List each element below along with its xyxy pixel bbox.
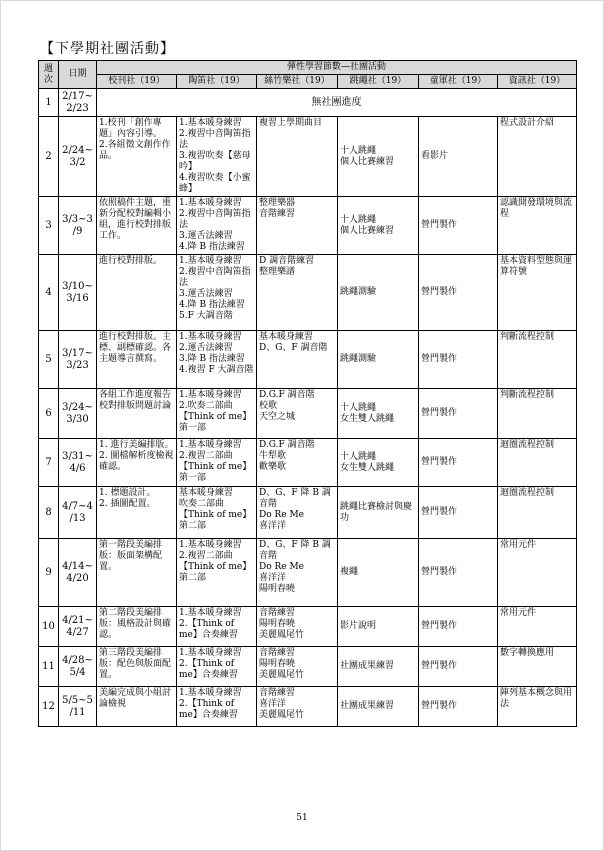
yearbook-cell: 進行校對排版。: [97, 255, 177, 331]
header-club-computer: 資訊社（19）: [498, 75, 577, 89]
rope-skipping-cell: 十人跳繩 女生雙人跳繩: [338, 439, 419, 487]
table-row: [39, 439, 577, 487]
ocarina-cell: 1.基本暖身練習 2.【Think of me】合奏練習: [177, 687, 257, 727]
date-cell: 4/28~ 5/4: [59, 647, 97, 687]
week-cell: 7: [39, 439, 59, 487]
rope-skipping-cell: 影片說明: [338, 607, 419, 647]
table-row: [39, 487, 577, 539]
chinese-music-cell: 整理樂器 音階練習: [257, 197, 338, 255]
scouts-cell: 營門製作: [419, 687, 498, 727]
week-cell: 1: [39, 89, 59, 117]
schedule-table: [38, 60, 577, 727]
computer-cell: 數字轉換應用: [498, 647, 577, 687]
yearbook-cell: 依照稿件主題，重新分配校對編輯小組，進行校對排版工作。: [97, 197, 177, 255]
chinese-music-cell: 音階練習 喜洋洋 美麗鳳尾竹: [257, 687, 338, 727]
date-cell: 2/24~ 3/2: [59, 117, 97, 197]
rope-skipping-cell: 複繩: [338, 539, 419, 607]
rope-skipping-cell: 十人跳繩 個人比賽練習: [338, 117, 419, 197]
chinese-music-cell: 音階練習 陽明春曉 美麗鳳尾竹: [257, 607, 338, 647]
scouts-cell: 營門製作: [419, 255, 498, 331]
week-cell: 11: [39, 647, 59, 687]
yearbook-cell: 第二階段美編排版：風格設計與確認。: [97, 607, 177, 647]
yearbook-cell: 進行校對排版。主標、副標確認。各主題導言撰寫。: [97, 331, 177, 389]
computer-cell: 常用元件: [498, 539, 577, 607]
ocarina-cell: 1.基本暖身練習 2.【Think of me】合奏練習: [177, 607, 257, 647]
table-row: [39, 117, 577, 197]
week-cell: 2: [39, 117, 59, 197]
rope-skipping-cell: 十人跳繩 女生雙人跳繩: [338, 389, 419, 439]
header-club-chinese-music: 絲竹樂社（19）: [257, 75, 338, 89]
ocarina-cell: 1.基本暖身練習 2.複習中音陶笛指法 3.複習吹奏【慈母吟】 4.複習吹奏【小蜜蜂】: [177, 117, 257, 197]
ocarina-cell: 1.基本暖身練習 2.吹奏二部曲【Think of me】第一部: [177, 389, 257, 439]
header-date: 日期: [59, 61, 97, 89]
page-number: 51: [296, 813, 308, 823]
table-row: [39, 89, 577, 117]
computer-cell: 判斷流程控制: [498, 389, 577, 439]
scouts-cell: 營門製作: [419, 487, 498, 539]
week-cell: 5: [39, 331, 59, 389]
computer-cell: 迴圈流程控制: [498, 487, 577, 539]
yearbook-cell: 各組工作進度報告校對排版問題討論: [97, 389, 177, 439]
ocarina-cell: 1.基本暖身練習 2.【Think of me】合奏練習: [177, 647, 257, 687]
week-cell: 6: [39, 389, 59, 439]
computer-cell: 陣列基本概念與用法: [498, 687, 577, 727]
rope-skipping-cell: 跳繩比賽檢討與慶功: [338, 487, 419, 539]
yearbook-cell: 第一階段美編排版：版面架構配置。: [97, 539, 177, 607]
chinese-music-cell: D、G、F 降 B 調音階 Do Re Me 喜洋洋 陽明春曉: [257, 539, 338, 607]
computer-cell: 基本資料型態與運算符號: [498, 255, 577, 331]
table-row: [39, 687, 577, 727]
yearbook-cell: 美編完成與小組討論檢視: [97, 687, 177, 727]
ocarina-cell: 基本暖身練習 吹奏二部曲【Think of me】第二部: [177, 487, 257, 539]
header-club-scouts: 童軍社（19）: [419, 75, 498, 89]
chinese-music-cell: 複習上學期曲目: [257, 117, 338, 197]
chinese-music-cell: 音階練習 陽明春曉 美麗鳳尾竹: [257, 647, 338, 687]
ocarina-cell: 1.基本暖身練習 2.複習二部曲【Think of me】第二部: [177, 539, 257, 607]
scouts-cell: 營門製作: [419, 539, 498, 607]
week-cell: 8: [39, 487, 59, 539]
yearbook-cell: 第三階段美編排版：配色與版面配置。: [97, 647, 177, 687]
table-row: [39, 197, 577, 255]
date-cell: 5/5~5 /11: [59, 687, 97, 727]
header-club-rope-skipping: 跳繩社（19）: [338, 75, 419, 89]
date-cell: 4/7~4 /13: [59, 487, 97, 539]
computer-cell: 程式設計介紹: [498, 117, 577, 197]
computer-cell: 認識開發環境與流程: [498, 197, 577, 255]
scouts-cell: 營門製作: [419, 389, 498, 439]
table-row: [39, 255, 577, 331]
computer-cell: 常用元件: [498, 607, 577, 647]
rope-skipping-cell: 社團成果練習: [338, 647, 419, 687]
page-title: 【下學期社團活動】: [40, 41, 175, 57]
date-cell: 3/10~ 3/16: [59, 255, 97, 331]
no-activity-cell: 無社團進度: [97, 89, 577, 117]
week-cell: 10: [39, 607, 59, 647]
yearbook-cell: 1.校刊「創作專題」內容引導。 2.各組徵文創作作品。: [97, 117, 177, 197]
date-cell: 3/31~ 4/6: [59, 439, 97, 487]
chinese-music-cell: D、G、F 降 B 調音階 Do Re Me 喜洋洋: [257, 487, 338, 539]
date-cell: 3/17~ 3/23: [59, 331, 97, 389]
date-cell: 4/21~ 4/27: [59, 607, 97, 647]
date-cell: 3/24~ 3/30: [59, 389, 97, 439]
table-row: [39, 647, 577, 687]
table-row: [39, 389, 577, 439]
chinese-music-cell: D.G.F 調音階 校歌 天空之城: [257, 389, 338, 439]
scouts-cell: 看影片: [419, 117, 498, 197]
schedule-body: [39, 89, 577, 727]
scouts-cell: 營門製作: [419, 197, 498, 255]
date-cell: 4/14~ 4/20: [59, 539, 97, 607]
scouts-cell: 營門製作: [419, 647, 498, 687]
table-row: [39, 607, 577, 647]
ocarina-cell: 1.基本暖身練習 2.複習中音陶笛指法 3.運舌法練習 4.降 B 指法練習: [177, 197, 257, 255]
chinese-music-cell: D.G.F 調音階 牛犁歌 歡樂歌: [257, 439, 338, 487]
chinese-music-cell: 基本暖身練習 D、G、F 調音階: [257, 331, 338, 389]
scouts-cell: 營門製作: [419, 439, 498, 487]
header-week: 週 次: [39, 61, 59, 89]
header-club-ocarina: 陶笛社（19）: [177, 75, 257, 89]
scouts-cell: 營門製作: [419, 607, 498, 647]
rope-skipping-cell: 跳繩測驗: [338, 331, 419, 389]
table-row: [39, 331, 577, 389]
date-cell: 3/3~3 /9: [59, 197, 97, 255]
week-cell: 4: [39, 255, 59, 331]
ocarina-cell: 1.基本暖身練習 2.複習中音陶笛指法 3.運舌法練習 4.降 B 指法練習 5.F 大調音階: [177, 255, 257, 331]
table-row: [39, 539, 577, 607]
rope-skipping-cell: 十人跳繩 個人比賽練習: [338, 197, 419, 255]
week-cell: 9: [39, 539, 59, 607]
computer-cell: 判斷流程控制: [498, 331, 577, 389]
yearbook-cell: 1. 進行美編排版。 2. 圖檔解析度檢視確認。: [97, 439, 177, 487]
week-cell: 12: [39, 687, 59, 727]
header-group-title: 彈性學習節數—社團活動: [97, 61, 577, 75]
yearbook-cell: 1. 標題設計。 2. 插圖配置。: [97, 487, 177, 539]
scouts-cell: 營門製作: [419, 331, 498, 389]
date-cell: 2/17~ 2/23: [59, 89, 97, 117]
ocarina-cell: 1.基本暖身練習 2.複習二部曲【Think of me】第一部: [177, 439, 257, 487]
header-club-yearbook: 校刊社（19）: [97, 75, 177, 89]
week-cell: 3: [39, 197, 59, 255]
rope-skipping-cell: 跳繩測驗: [338, 255, 419, 331]
chinese-music-cell: D 調音階練習 整理樂譜: [257, 255, 338, 331]
computer-cell: 迴圈流程控制: [498, 439, 577, 487]
rope-skipping-cell: 社團成果練習: [338, 687, 419, 727]
ocarina-cell: 1.基本暖身練習 2.運舌法練習 3.降 B 指法練習 4.複習 F 大調音階: [177, 331, 257, 389]
